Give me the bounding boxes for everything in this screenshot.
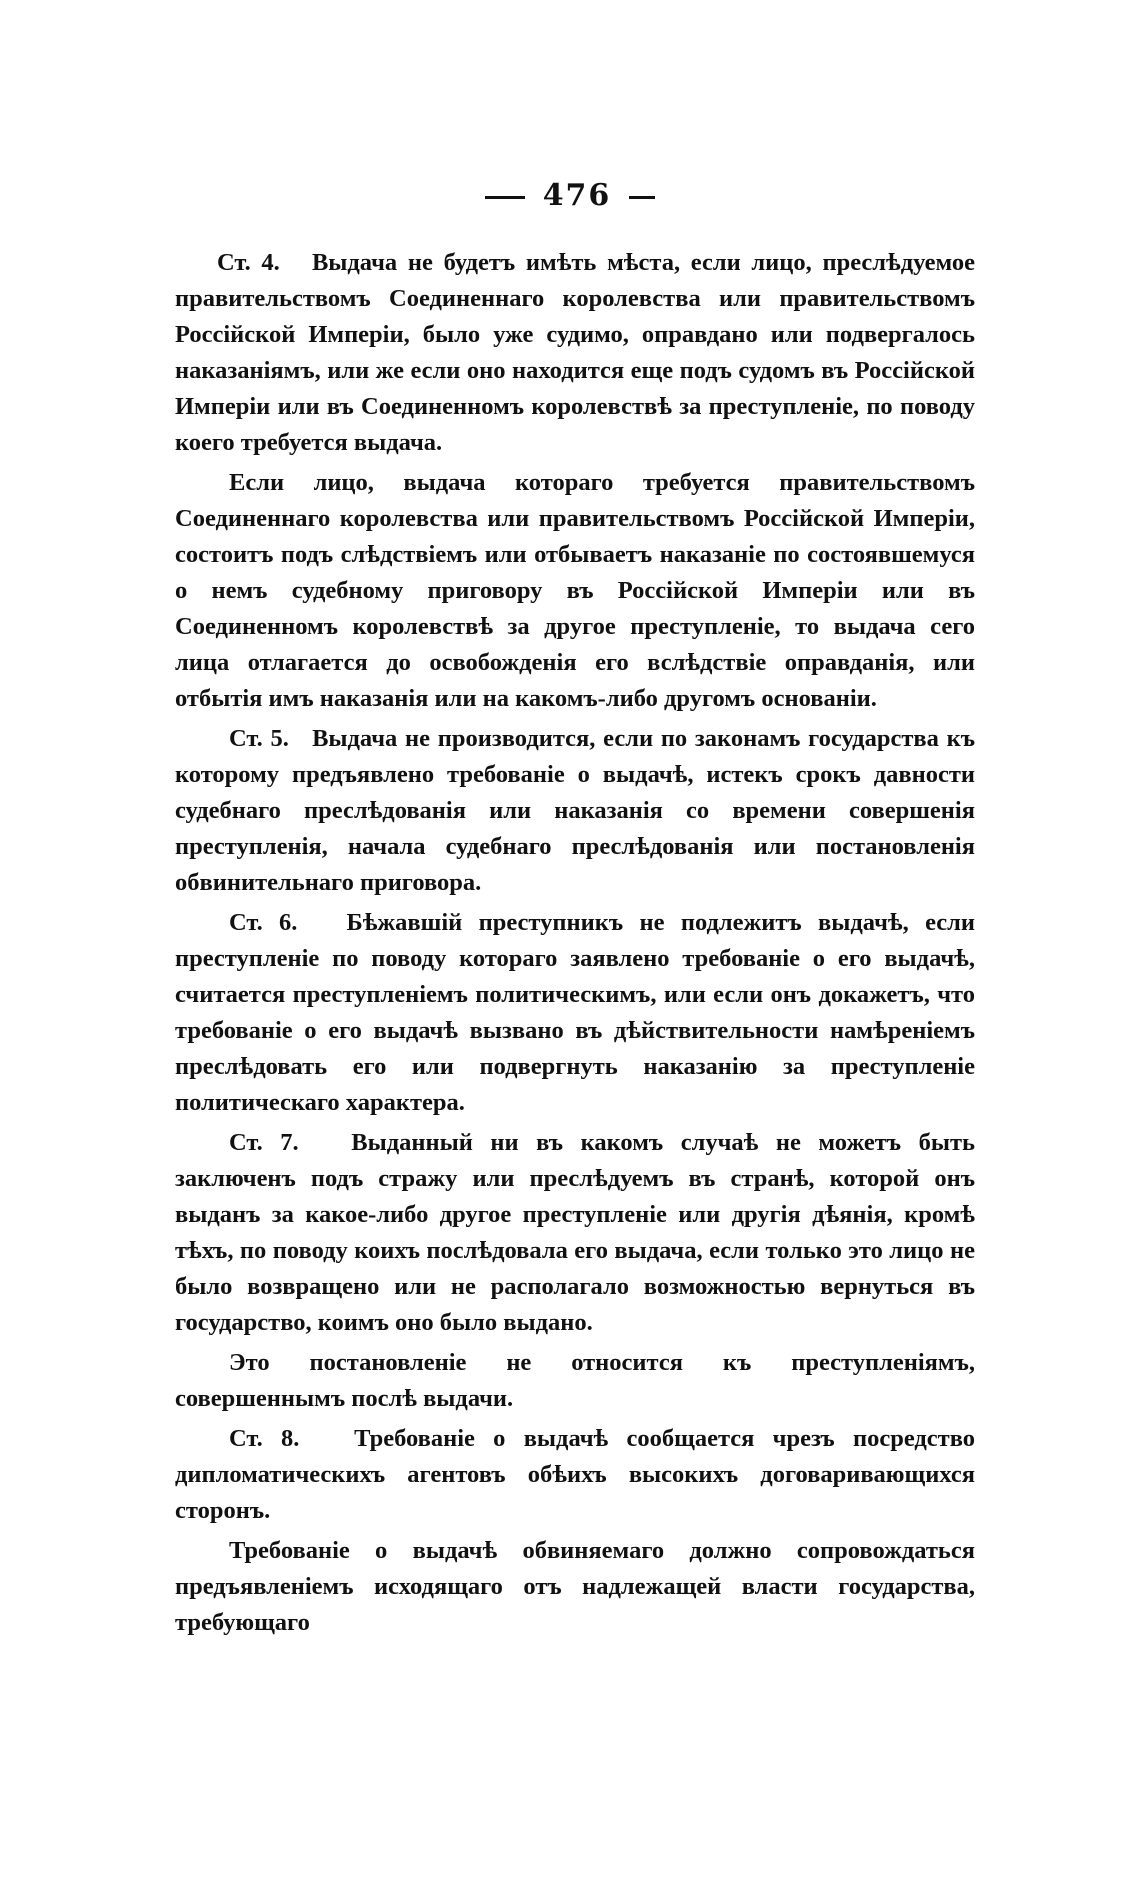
article-number: Ст. 8.: [229, 1425, 300, 1452]
paragraph-article-6: [175, 905, 975, 1121]
paragraph-article-8-continued: [175, 1533, 975, 1641]
paragraph-text: Бѣжавшій преступникъ не подлежитъ выдачѣ, если преступленіе по поводу котораго заявлено требованіе о его выдачѣ, считается преступленіемъ политическимъ, или если онъ докажетъ, что требованіе о его выдачѣ вызвано въ дѣйствительности намѣреніемъ преслѣдовать его или подвергнуть наказанію за преступленіе политическаго характера.: [175, 909, 975, 1116]
paragraph-text: Требованіе о выдачѣ обвиняемаго должно сопровождаться предъявленіемъ исходящаго отъ надлежащей власти государства, требующаго: [175, 1537, 975, 1636]
article-number: Ст. 6.: [229, 909, 298, 936]
page-header: [0, 178, 1140, 213]
page-number: 476: [542, 178, 612, 213]
paragraph-article-7-continued: [175, 1345, 975, 1417]
header-dash-right: [629, 196, 655, 199]
paragraph-article-7: [175, 1125, 975, 1341]
paragraph-text: Выдача не производится, если по законамъ государства къ которому предъявлено требованіе о выдачѣ, истекъ срокъ давности судебнаго преслѣдованія или наказанія со времени совершенія преступленія, начала судебнаго преслѣдованія или постановленія обвинительнаго приговора.: [175, 725, 975, 896]
paragraph-article-5: [175, 721, 975, 901]
document-body: [175, 245, 975, 1645]
article-number: Ст. 4.: [217, 249, 280, 276]
paragraph-article-4: [175, 245, 975, 461]
paragraph-text: Требованіе о выдачѣ сообщается чрезъ посредство дипломатическихъ агентовъ обѣихъ высокихъ договаривающихся сторонъ.: [175, 1425, 976, 1524]
article-number: Ст. 7.: [229, 1129, 299, 1156]
paragraph-article-4-continued: [175, 465, 975, 717]
paragraph-text: Если лицо, выдача котораго требуется правительствомъ Соединеннаго королевства или правительствомъ Россійской Имперіи, состоитъ подъ слѣдствіемъ или отбываетъ наказаніе по состоявшемуся о немъ судебному приговору въ Россійской Имперіи или въ Соединенномъ королевствѣ за другое преступленіе, то выдача сего лица отлагается до освобожденія его вслѣдствіе оправданія, или отбытія имъ наказанія или на какомъ-либо другомъ основаніи.: [175, 469, 975, 712]
paragraph-text: Выдача не будетъ имѣть мѣста, если лицо, преслѣдуемое правительствомъ Соединеннаго королевства или правительствомъ Россійской Имперіи, было уже судимо, оправдано или подвергалось наказаніямъ, или же если оно находится еще подъ судомъ въ Россійской Имперіи или въ Соединенномъ королевствѣ за преступленіе, по поводу коего требуется выдача.: [175, 249, 975, 456]
header-dash-left: [485, 196, 525, 199]
article-number: Ст. 5.: [229, 725, 289, 752]
paragraph-text: Это постановленіе не относится къ преступленіямъ, совершеннымъ послѣ выдачи.: [175, 1349, 975, 1412]
paragraph-article-8: [175, 1421, 975, 1529]
paragraph-text: Выданный ни въ какомъ случаѣ не можетъ быть заключенъ подъ стражу или преслѣдуемъ въ странѣ, которой онъ выданъ за какое-либо другое преступленіе или другія дѣянія, кромѣ тѣхъ, по поводу коихъ послѣдовала его выдача, если только это лицо не было возвращено или не располагало возможностью вернуться въ государство, коимъ оно было выдано.: [175, 1129, 975, 1336]
